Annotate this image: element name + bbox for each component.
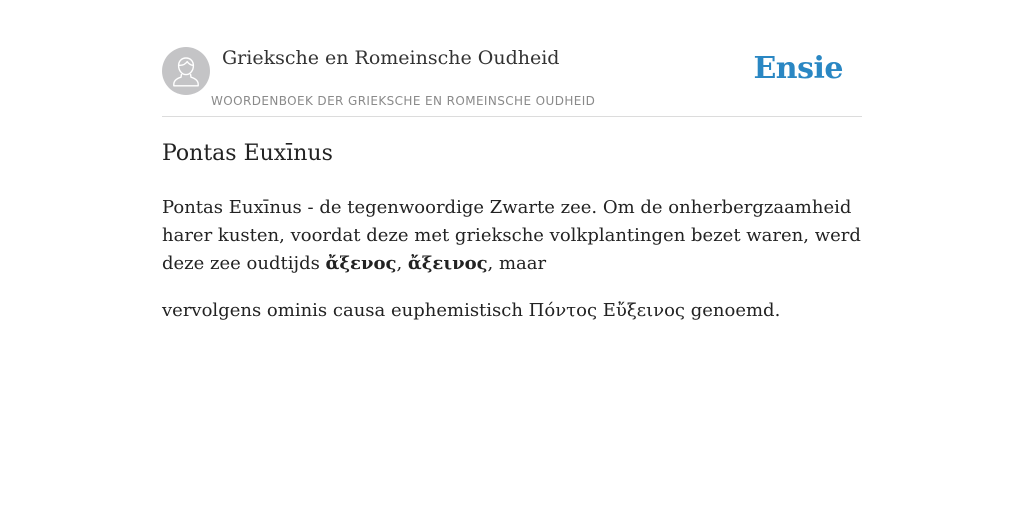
entry-content: [162, 138, 862, 325]
entry-title: Pontas Euxīnus: [162, 141, 333, 166]
entry-paragraph: [162, 194, 862, 278]
entry-text: , maar: [487, 253, 547, 274]
site-header: [162, 40, 862, 117]
greek-term: ἄξεινος: [407, 253, 488, 274]
entry-text: Pontas Euxīnus - de tegenwoordige Zwarte zee. Om de onherbergzaamheid harer kusten, voordat deze met grieksche volkplantingen bezet waren, werd deze zee oudtijds: [162, 197, 861, 274]
brand-logo[interactable]: Ensie: [753, 51, 843, 86]
site-title[interactable]: Grieksche en Romeinsche Oudheid: [222, 47, 560, 69]
greek-term: ἄξενος: [325, 253, 397, 274]
user-icon[interactable]: [162, 47, 210, 95]
site-subtitle: WOORDENBOEK DER GRIEKSCHE EN ROMEINSCHE OUDHEID: [211, 94, 596, 108]
entry-paragraph: vervolgens ominis causa euphemistisch Πόντος Εὔξεινος genoemd.: [162, 300, 781, 321]
entry-text: ,: [396, 253, 408, 274]
